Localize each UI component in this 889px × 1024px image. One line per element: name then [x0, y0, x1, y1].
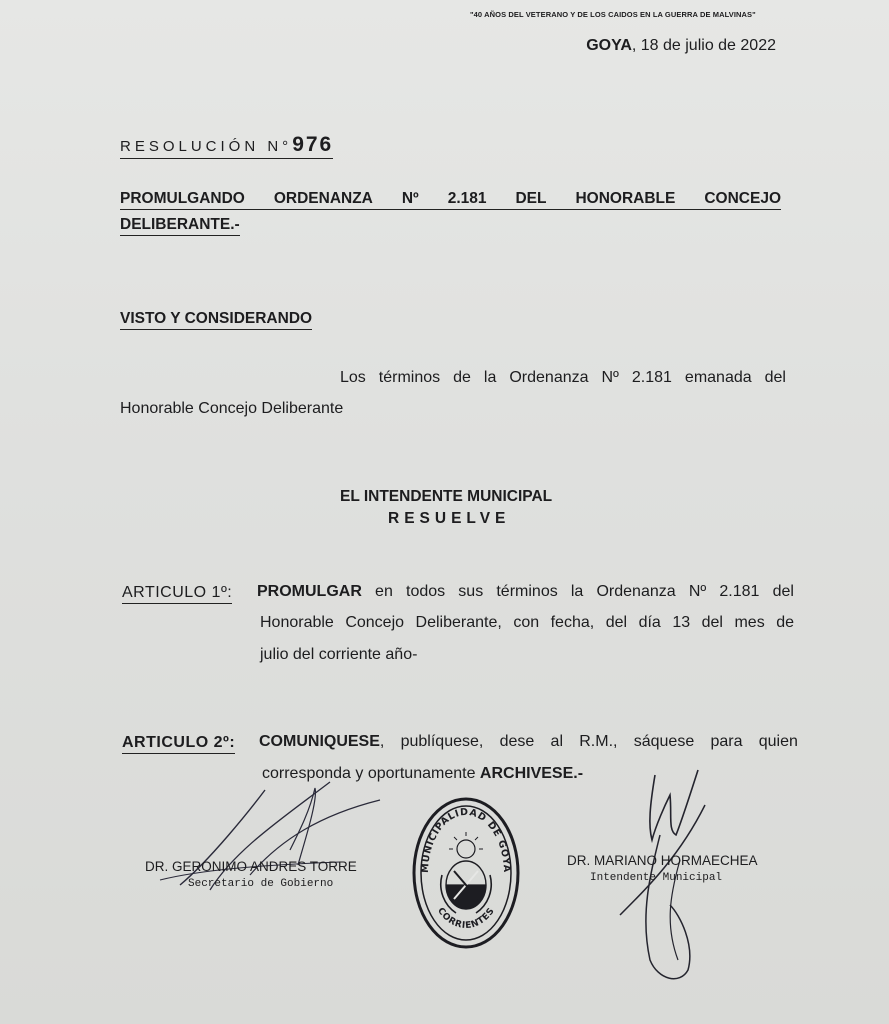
article-2-comma: , — [379, 733, 385, 750]
word: PROMULGANDO — [120, 190, 245, 207]
article-1-line-2 — [260, 614, 794, 632]
word: 2.181 — [447, 190, 487, 207]
header-motto: "40 AÑOS DEL VETERANO Y DE LOS CAIDOS EN LA GUERRA DE MALVINAS" — [470, 10, 756, 19]
word: quien — [758, 733, 798, 750]
word: Deliberante, — [415, 614, 502, 631]
word: la — [570, 583, 584, 600]
word: mes — [734, 614, 765, 631]
article-1-label: ARTICULO 1º: — [122, 584, 232, 604]
right-signer-role: Intendente Municipal — [590, 872, 723, 884]
word: con — [513, 614, 540, 631]
word: Nº — [688, 583, 707, 600]
right-signer-name: DR. MARIANO HORMAECHEA — [567, 853, 758, 868]
word: de — [453, 369, 471, 386]
word: en — [375, 583, 393, 600]
word: de — [776, 614, 794, 631]
left-signer-name: DR. GERONIMO ANDRES TORRE — [145, 859, 357, 874]
word: CONCEJO — [704, 190, 781, 207]
word: la — [483, 369, 497, 386]
article-2-verb: COMUNIQUESE — [259, 733, 380, 750]
word: ORDENANZA — [273, 190, 373, 207]
city-name: GOYA — [586, 37, 632, 54]
word: día — [638, 614, 661, 631]
word: del — [701, 614, 723, 631]
resolves-verb: RESUELVE — [388, 510, 511, 527]
article-2-label: ARTICULO 2º: — [122, 734, 235, 754]
word: al — [550, 733, 563, 750]
word: Concejo — [345, 614, 405, 631]
word: 2.181 — [719, 583, 760, 600]
word: emanada — [684, 369, 752, 386]
word: del — [772, 583, 794, 600]
word: del — [764, 369, 786, 386]
word: sáquese — [633, 733, 695, 750]
word: para — [710, 733, 743, 750]
word: Honorable — [260, 614, 334, 631]
word: 13 — [672, 614, 691, 631]
svg-text:CORRIENTES — [435, 906, 497, 931]
word: todos — [406, 583, 446, 600]
date-text: , 18 de julio de 2022 — [631, 37, 776, 54]
municipal-seal-icon — [410, 795, 522, 951]
left-signer-role: Secretario de Gobierno — [188, 878, 334, 890]
word: términos — [378, 369, 441, 386]
article-2-archive: ARCHIVESE.- — [479, 765, 584, 782]
resolution-number: 976 — [292, 133, 334, 156]
word: Nº — [401, 190, 419, 207]
word: Ordenanza — [596, 583, 676, 600]
seal-top-text: MUNICIPALIDAD DE GOYA — [419, 806, 513, 874]
date-line — [586, 37, 776, 55]
word: HONORABLE — [575, 190, 676, 207]
resolution-title — [120, 133, 333, 159]
subject-line-2: DELIBERANTE.- — [120, 216, 240, 236]
resolution-label: RESOLUCIÓN N° — [120, 138, 293, 155]
resolves-title: EL INTENDENTE MUNICIPAL — [340, 488, 553, 505]
word: dese — [499, 733, 535, 750]
word: del — [605, 614, 628, 631]
word: sus — [458, 583, 484, 600]
word: Ordenanza — [509, 369, 589, 386]
article-2-line-1 — [259, 733, 798, 751]
word: Los — [340, 369, 366, 386]
word: fecha, — [550, 614, 595, 631]
article-2-line-2-text: corresponda y oportunamente — [262, 765, 480, 782]
seal-bottom-text: CORRIENTES — [435, 906, 497, 932]
word: R.M., — [579, 733, 618, 750]
word: DEL — [515, 190, 547, 207]
word: publíquese, — [400, 733, 484, 750]
visto-paragraph-line-1 — [340, 369, 786, 387]
article-1-line-3: julio del corriente año- — [260, 646, 418, 663]
word: Nº — [601, 369, 619, 386]
visto-heading: VISTO Y CONSIDERANDO — [120, 310, 312, 330]
word: 2.181 — [631, 369, 672, 386]
article-1-verb: PROMULGAR — [257, 583, 362, 600]
subject-line-1 — [120, 190, 781, 210]
article-1-line-1 — [257, 583, 794, 601]
resolution-subject — [120, 190, 781, 236]
article-2-head — [259, 733, 384, 751]
visto-paragraph-line-2: Honorable Concejo Deliberante — [120, 400, 344, 417]
word: términos — [496, 583, 558, 600]
